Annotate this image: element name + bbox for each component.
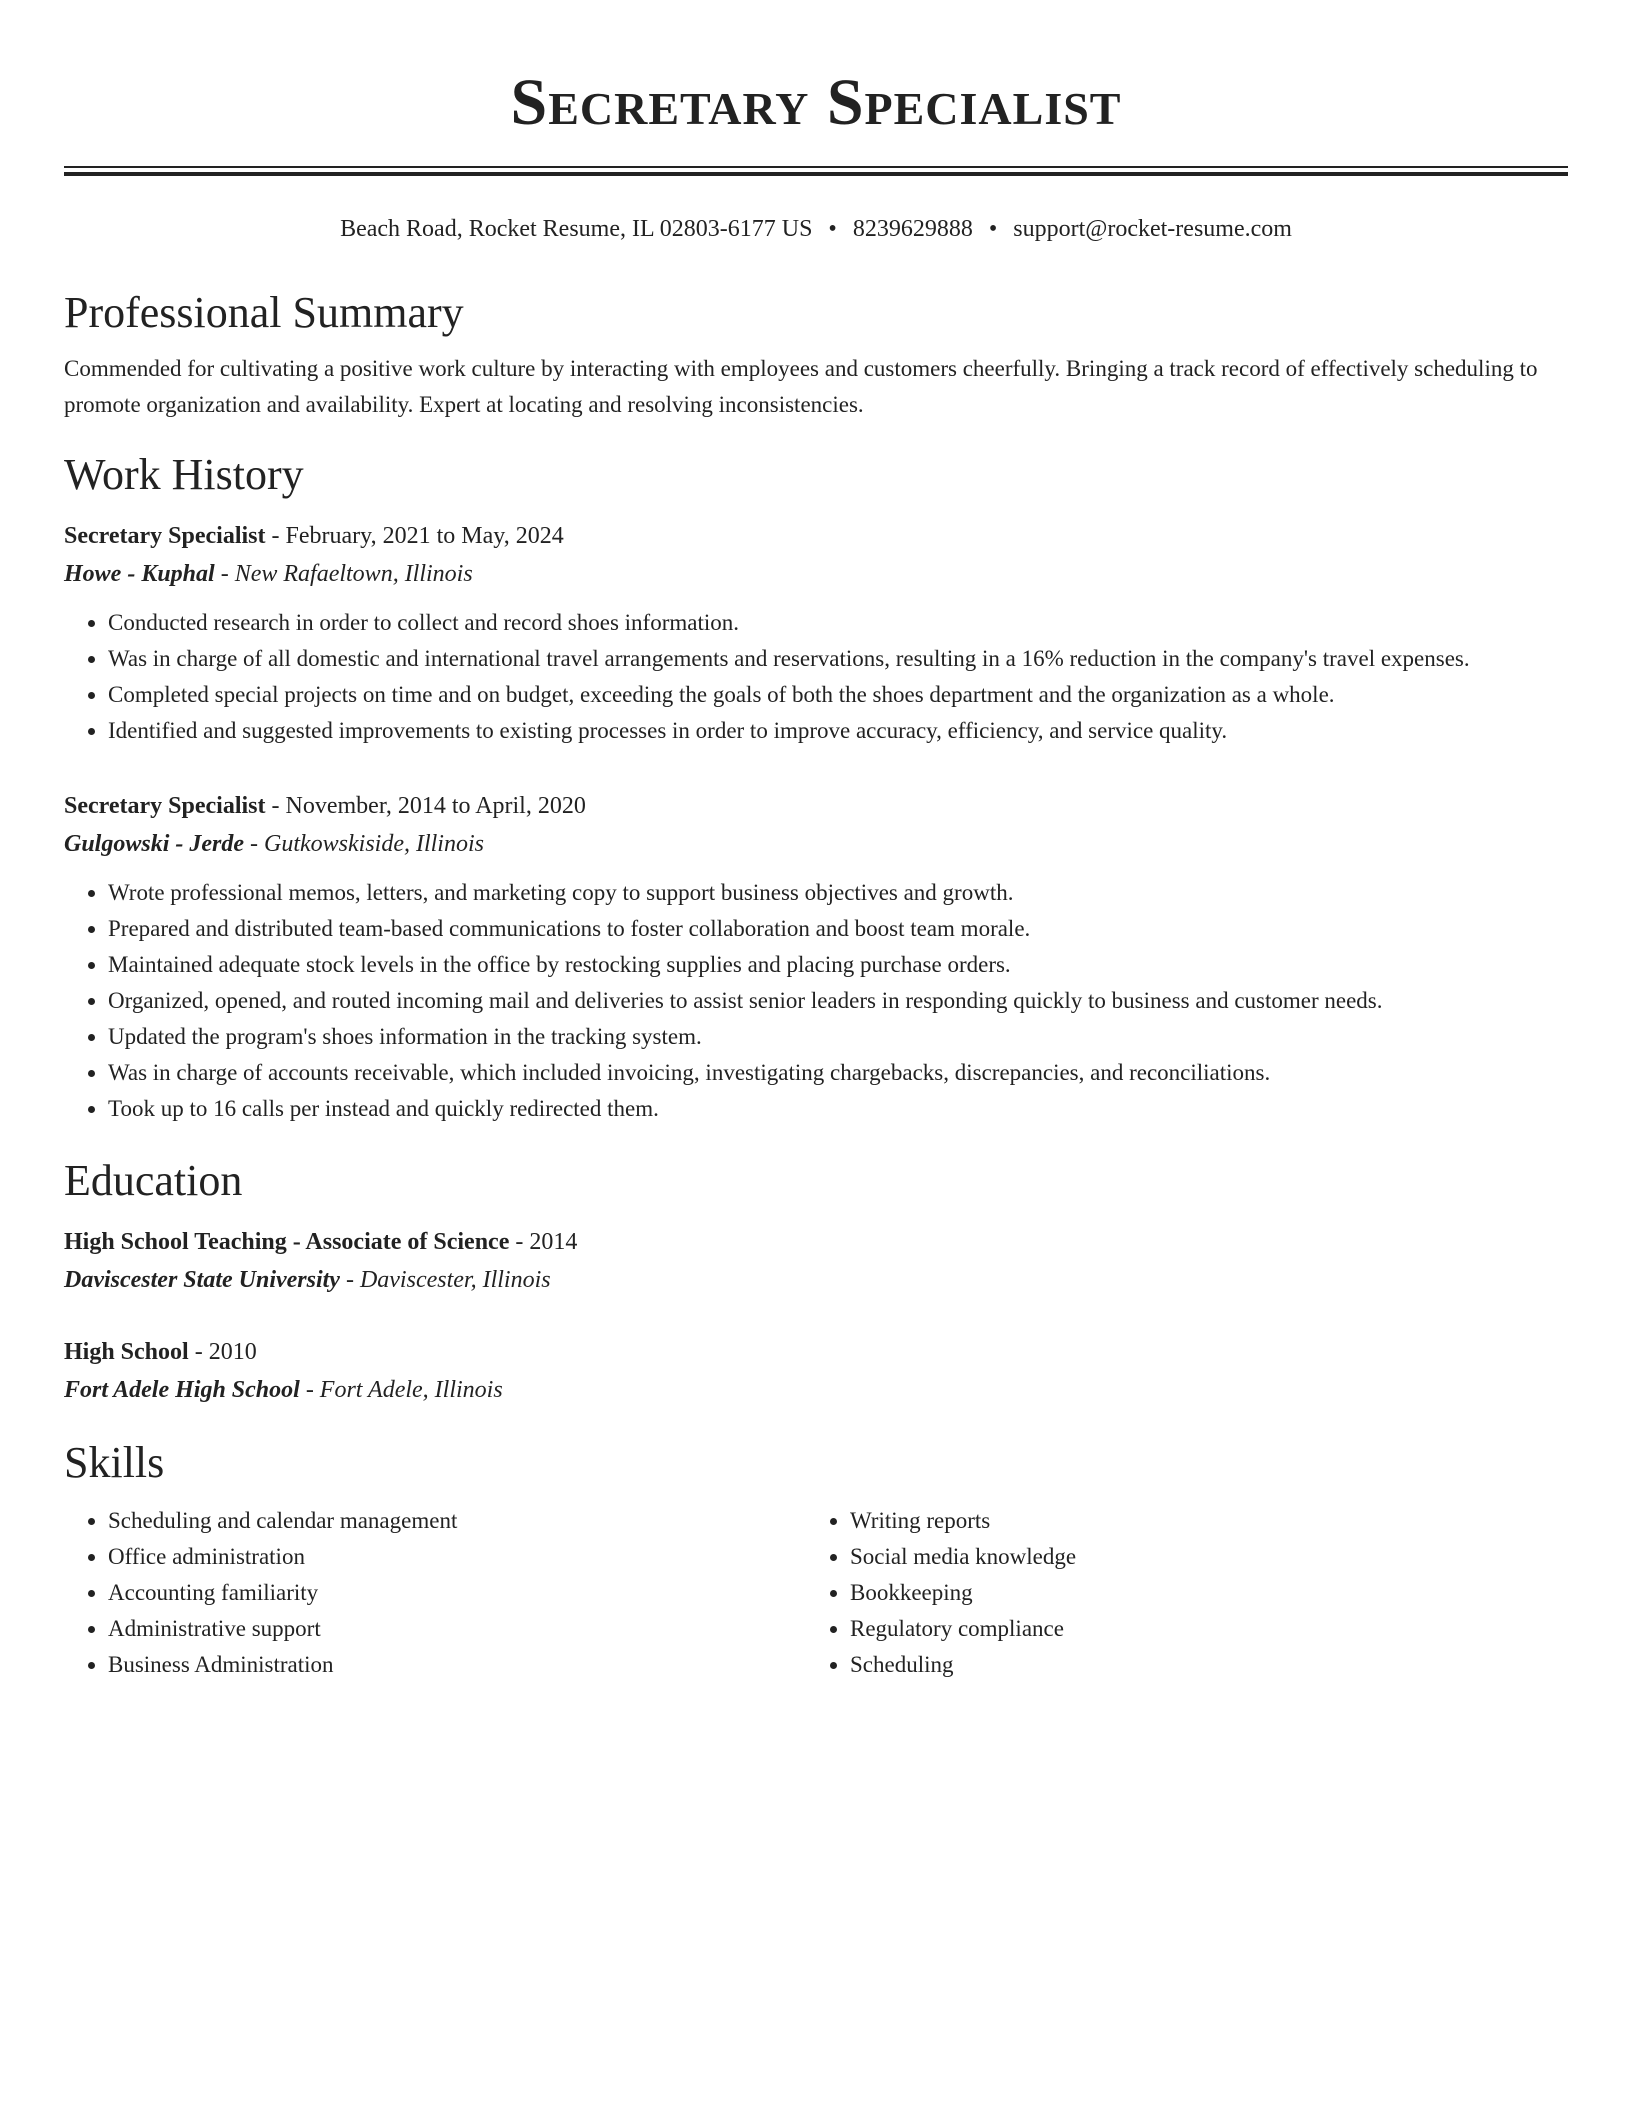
education-year: - 2014 bbox=[509, 1229, 578, 1255]
education-degree: High School bbox=[64, 1339, 189, 1365]
skill-item: • Bookkeeping bbox=[850, 1575, 1548, 1611]
skill-item: • Administrative support bbox=[108, 1611, 806, 1647]
skill-item: • Office administration bbox=[108, 1539, 806, 1575]
education-year: - 2010 bbox=[188, 1339, 257, 1365]
job-employer bbox=[64, 825, 1568, 863]
education-school: Daviscester State University bbox=[64, 1267, 340, 1293]
section-title-summary: Professional Summary bbox=[64, 288, 464, 337]
list-item: • Updated the program's shoes information in the tracking system. bbox=[108, 1019, 1568, 1055]
job-dates: - February, 2021 to May, 2024 bbox=[265, 523, 564, 549]
job-entry bbox=[64, 517, 1568, 749]
list-item: • Was in charge of accounts receivable, which included invoicing, investigating chargebacks, discrepancies, and reconciliations. bbox=[108, 1055, 1568, 1091]
divider-thin-line bbox=[64, 166, 1568, 168]
job-heading bbox=[64, 517, 1568, 555]
education-institution bbox=[64, 1371, 1568, 1409]
list-item: • Took up to 16 calls per instead and quickly redirected them. bbox=[108, 1091, 1568, 1127]
education-location: - Daviscester, Illinois bbox=[339, 1267, 551, 1293]
education-degree: High School Teaching - Associate of Science bbox=[64, 1229, 510, 1255]
list-item: • Maintained adequate stock levels in the office by restocking supplies and placing purchase orders. bbox=[108, 947, 1568, 983]
job-company: Gulgowski - Jerde bbox=[64, 831, 244, 857]
job-location: - New Rafaeltown, Illinois bbox=[214, 561, 473, 587]
section-title-skills: Skills bbox=[64, 1438, 165, 1487]
education-entry bbox=[64, 1333, 1568, 1409]
education-heading bbox=[64, 1223, 1568, 1261]
list-item: • Identified and suggested improvements to existing processes in order to improve accuracy, efficiency, and service quality. bbox=[108, 713, 1568, 749]
list-item: • Organized, opened, and routed incoming mail and deliveries to assist senior leaders in responding quickly to business and customer needs. bbox=[108, 983, 1568, 1019]
job-role: Secretary Specialist bbox=[64, 793, 266, 819]
contact-email: support@rocket-resume.com bbox=[1013, 216, 1292, 242]
job-location: - Gutkowskiside, Illinois bbox=[244, 831, 484, 857]
job-employer bbox=[64, 555, 1568, 593]
education-school: Fort Adele High School bbox=[64, 1377, 300, 1403]
list-item: • Conducted research in order to collect and record shoes information. bbox=[108, 605, 1568, 641]
job-heading bbox=[64, 787, 1568, 825]
skill-item: • Social media knowledge bbox=[850, 1539, 1548, 1575]
list-item: • Prepared and distributed team-based communications to foster collaboration and boost team morale. bbox=[108, 911, 1568, 947]
job-dates: - November, 2014 to April, 2020 bbox=[265, 793, 586, 819]
header-divider bbox=[64, 166, 1568, 177]
job-company: Howe - Kuphal bbox=[64, 561, 215, 587]
education-entry bbox=[64, 1223, 1568, 1299]
skill-item: • Accounting familiarity bbox=[108, 1575, 806, 1611]
job-bullets bbox=[64, 875, 1568, 1127]
resume-page bbox=[64, 0, 1568, 1683]
job-entry bbox=[64, 787, 1568, 1127]
summary-text: Commended for cultivating a positive work culture by interacting with employees and customers cheerfully. Bringing a track record of effectively scheduling to promote organization and availability. Expert at locating and resolving inconsistencies. bbox=[64, 356, 1538, 417]
section-title-work-history: Work History bbox=[64, 450, 304, 499]
skill-item: • Scheduling bbox=[850, 1647, 1548, 1683]
divider-thick-line bbox=[64, 172, 1568, 176]
contact-phone: 8239629888 bbox=[852, 216, 973, 242]
contact-separator: • bbox=[988, 216, 998, 242]
skills-columns bbox=[64, 1503, 1568, 1683]
education-location: - Fort Adele, Illinois bbox=[299, 1377, 503, 1403]
list-item: • Was in charge of all domestic and international travel arrangements and reservations, resulting in a 16% reduction in the company's travel expenses. bbox=[108, 641, 1568, 677]
contact-line bbox=[64, 213, 1568, 245]
skill-item: • Writing reports bbox=[850, 1503, 1548, 1539]
skill-item: • Business Administration bbox=[108, 1647, 806, 1683]
job-bullets bbox=[64, 605, 1568, 749]
skill-item: • Regulatory compliance bbox=[850, 1611, 1548, 1647]
skill-item: • Scheduling and calendar management bbox=[108, 1503, 806, 1539]
education-heading bbox=[64, 1333, 1568, 1371]
skills-list-left bbox=[64, 1503, 806, 1683]
section-title-education: Education bbox=[64, 1156, 243, 1205]
contact-address: Beach Road, Rocket Resume, IL 02803-6177 US bbox=[340, 216, 813, 242]
list-item: • Wrote professional memos, letters, and marketing copy to support business objectives and growth. bbox=[108, 875, 1568, 911]
list-item: • Completed special projects on time and on budget, exceeding the goals of both the shoes department and the organization as a whole. bbox=[108, 677, 1568, 713]
contact-separator: • bbox=[828, 216, 837, 242]
skills-list-right bbox=[806, 1503, 1548, 1683]
education-institution bbox=[64, 1261, 1568, 1299]
resume-name: Secretary Specialist bbox=[510, 66, 1122, 139]
job-role: Secretary Specialist bbox=[64, 523, 266, 549]
